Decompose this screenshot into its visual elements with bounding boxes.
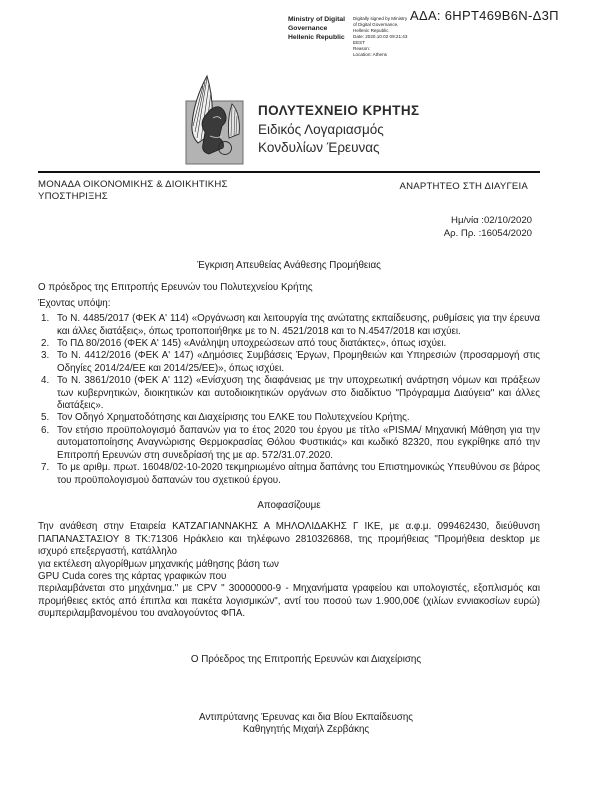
- ministry-stamp-line: Hellenic Republic: [288, 34, 345, 42]
- signature-detail-line: of Digital Governance,: [353, 21, 399, 27]
- issuing-unit-line: ΜΟΝΑΔΑ ΟΙΚΟΝΟΜΙΚΗΣ & ΔΙΟΙΚΗΤΙΚΗΣ: [38, 179, 228, 190]
- document-title: Έγκριση Απευθείας Ανάθεσης Προμήθειας: [197, 260, 381, 271]
- legal-basis-item: [38, 338, 540, 350]
- item-text: Το ΠΔ 80/2016 (ΦΕΚ Α' 145) «Ανάληψη υποχρεώσεων από τους διατάκτες», όπως ισχύει.: [57, 338, 447, 350]
- signature-detail-line: Reason:: [353, 45, 371, 51]
- legal-basis-item: [38, 375, 540, 412]
- ada-code: ΑΔΑ: 6ΗΡΤ469Β6Ν-Δ3Π: [410, 8, 559, 23]
- item-number: 7.: [41, 462, 50, 474]
- decision-paragraph: περιλαμβάνεται στο μηχάνημα." με CPV " 30000000-9 - Μηχανήματα γραφείου και υπολογιστές, εξοπλισμός και προμήθειες εκτός από έπιπλα και πακέτα λογισμικών", αντί του ποσού των 1.900,00€ (χιλίων εννιακοσίων ευρώ) συμπεριλαμβανομένου του αναλογούντος ΦΠΑ.: [38, 583, 540, 620]
- header-divider: [38, 171, 540, 173]
- signature-detail-line: EEST: [353, 39, 365, 45]
- intro-line: Ο πρόεδρος της Επιτροπής Ερευνών του Πολυτεχνείου Κρήτης: [38, 282, 313, 294]
- signatory-title: Ο Πρόεδρος της Επιτροπής Ερευνών και Διαχείρισης: [190, 654, 422, 665]
- item-text: Τον Οδηγό Χρηματοδότησης και Διαχείρισης του ΕΛΚΕ του Πολυτεχνείου Κρήτης.: [57, 412, 410, 424]
- item-text: Το Ν. 3861/2010 (ΦΕΚ Α' 112) «Ενίσχυση της διαφάνειας με την υποχρεωτική ανάρτηση νόμων και πράξεων των κυβερνητικών, διοικητικών και αυτοδιοικητικών οργάνων στο διαδίκτυο "Πρόγραμμα Διαύγεια" και άλλες διατάξεις».: [57, 375, 540, 412]
- legal-basis-item: [38, 462, 540, 487]
- diavgeia-notice: ΑΝΑΡΤΗΤΕΟ ΣΤΗ ΔΙΑΥΓΕΙΑ: [399, 181, 528, 192]
- item-number: 6.: [41, 424, 50, 436]
- university-emblem-icon: [180, 74, 250, 169]
- item-number: 4.: [41, 375, 50, 387]
- signature-detail-line: Date: 2020.10.02 09:21:43: [353, 33, 408, 39]
- issuing-unit: [38, 179, 228, 203]
- issuing-unit-line: ΥΠΟΣΤΗΡΙΞΗΣ: [38, 191, 108, 202]
- item-text: Το Ν. 4485/2017 (ΦΕΚ Α' 114) «Οργάνωση και λειτουργία της ανώτατης εκπαίδευσης, ρυθμίσεις για την έρευνα και άλλες διατάξεις», όπως τροποποιήθηκε με το Ν. 4521/2018 και το Ν.4547/2018 και ισχύει.: [57, 313, 540, 337]
- ministry-stamp-line: Governance: [288, 25, 328, 33]
- legal-basis-item: [38, 425, 540, 462]
- ministry-stamp-line: Ministry of Digital: [288, 16, 346, 23]
- legal-basis-item: [38, 412, 540, 424]
- protocol-number: Αρ. Πρ. :16054/2020: [443, 227, 532, 239]
- decision-heading: Αποφασίζουμε: [257, 499, 321, 511]
- elke-name-line: Κονδυλίων Έρευνας: [258, 140, 380, 155]
- document-body: [38, 260, 540, 621]
- item-number: 5.: [41, 412, 50, 424]
- document-date: Ημ/νία :02/10/2020: [451, 215, 532, 226]
- signatory-name: Καθηγητής Μιχαήλ Ζερβάκης: [242, 724, 370, 736]
- ministry-stamp: [288, 15, 352, 43]
- decision-paragraph: Την ανάθεση στην Εταιρεία ΚΑΤΖΑΓΙΑΝΝΑΚΗΣ Α ΜΗΛΟΛΙΔΑΚΗΣ Γ ΙΚΕ, με α.φ.μ. 099462430, διεύθυνση ΠΑΠΑΝΑΣΤΑΣΙΟΥ 8 ΤΚ:71306 Ηράκλειο και τηλέφωνο 2810326868, της προμήθειας "Προμήθεια desktop με ισχυρό επεξεργαστή, κατάλληλο: [38, 521, 540, 558]
- decision-paragraph: για εκτέλεση αλγορίθμων μηχανικής μάθησης βάση των: [38, 558, 279, 570]
- signatory-block: [0, 712, 612, 737]
- signature-detail-line: Location: Athens: [353, 51, 387, 57]
- university-name: ΠΟΛΥΤΕΧΝΕΙΟ ΚΡΗΤΗΣ: [258, 103, 420, 118]
- item-number: 3.: [41, 350, 50, 362]
- item-text: Τον ετήσιο προϋπολογισμό δαπανών για το έτος 2020 του έργου με τίτλο «PISMA/ Μηχανική Μάθηση για την αυτοματοποίησης Αναγνώρισης Θερμοκρασίας Θόλου Φυστικιάς» και κωδικό 82320, που εγκρίθηκε από την Επιτροπή Ερευνών στη συνεδρίασή της με αρ. 572/31.07.2020.: [57, 424, 540, 461]
- university-logo-text: [258, 102, 419, 158]
- item-text: Το Ν. 4412/2016 (ΦΕΚ Α' 147) «Δημόσιες Συμβάσεις Έργων, Προμηθειών και Υπηρεσιών (προσαρμογή στις Οδηγίες 2014/24/ΕΕ και 2014/25/ΕΕ)», όπως ισχύει.: [57, 350, 540, 374]
- legal-basis-item: [38, 313, 540, 338]
- item-number: 1.: [41, 313, 50, 325]
- date-protocol-block: [444, 215, 532, 240]
- signature-detail-line: Digitally signed by Ministry: [353, 16, 408, 21]
- item-text: Το με αριθμ. πρωτ. 16048/02-10-2020 τεκμηριωμένο αίτημα δαπάνης του Επιστημονικώς Υπευθύνου σε βάρος του προϋπολογισμού δαπανών του σχετικού έργου.: [57, 462, 540, 486]
- decision-paragraph: GPU Cuda cores της κάρτας γραφικών που: [38, 570, 227, 582]
- legal-basis-item: [38, 350, 540, 375]
- intro-line: Έχοντας υπόψη:: [38, 297, 111, 309]
- signatory-role: Αντιπρύτανης Έρευνας και δια Βίου Εκπαίδευσης: [198, 712, 414, 723]
- digital-signature-details: [353, 16, 431, 58]
- elke-name-line: Ειδικός Λογαριασμός: [258, 121, 384, 137]
- signature-detail-line: Hellenic Republic: [353, 27, 389, 33]
- item-number: 2.: [41, 338, 50, 350]
